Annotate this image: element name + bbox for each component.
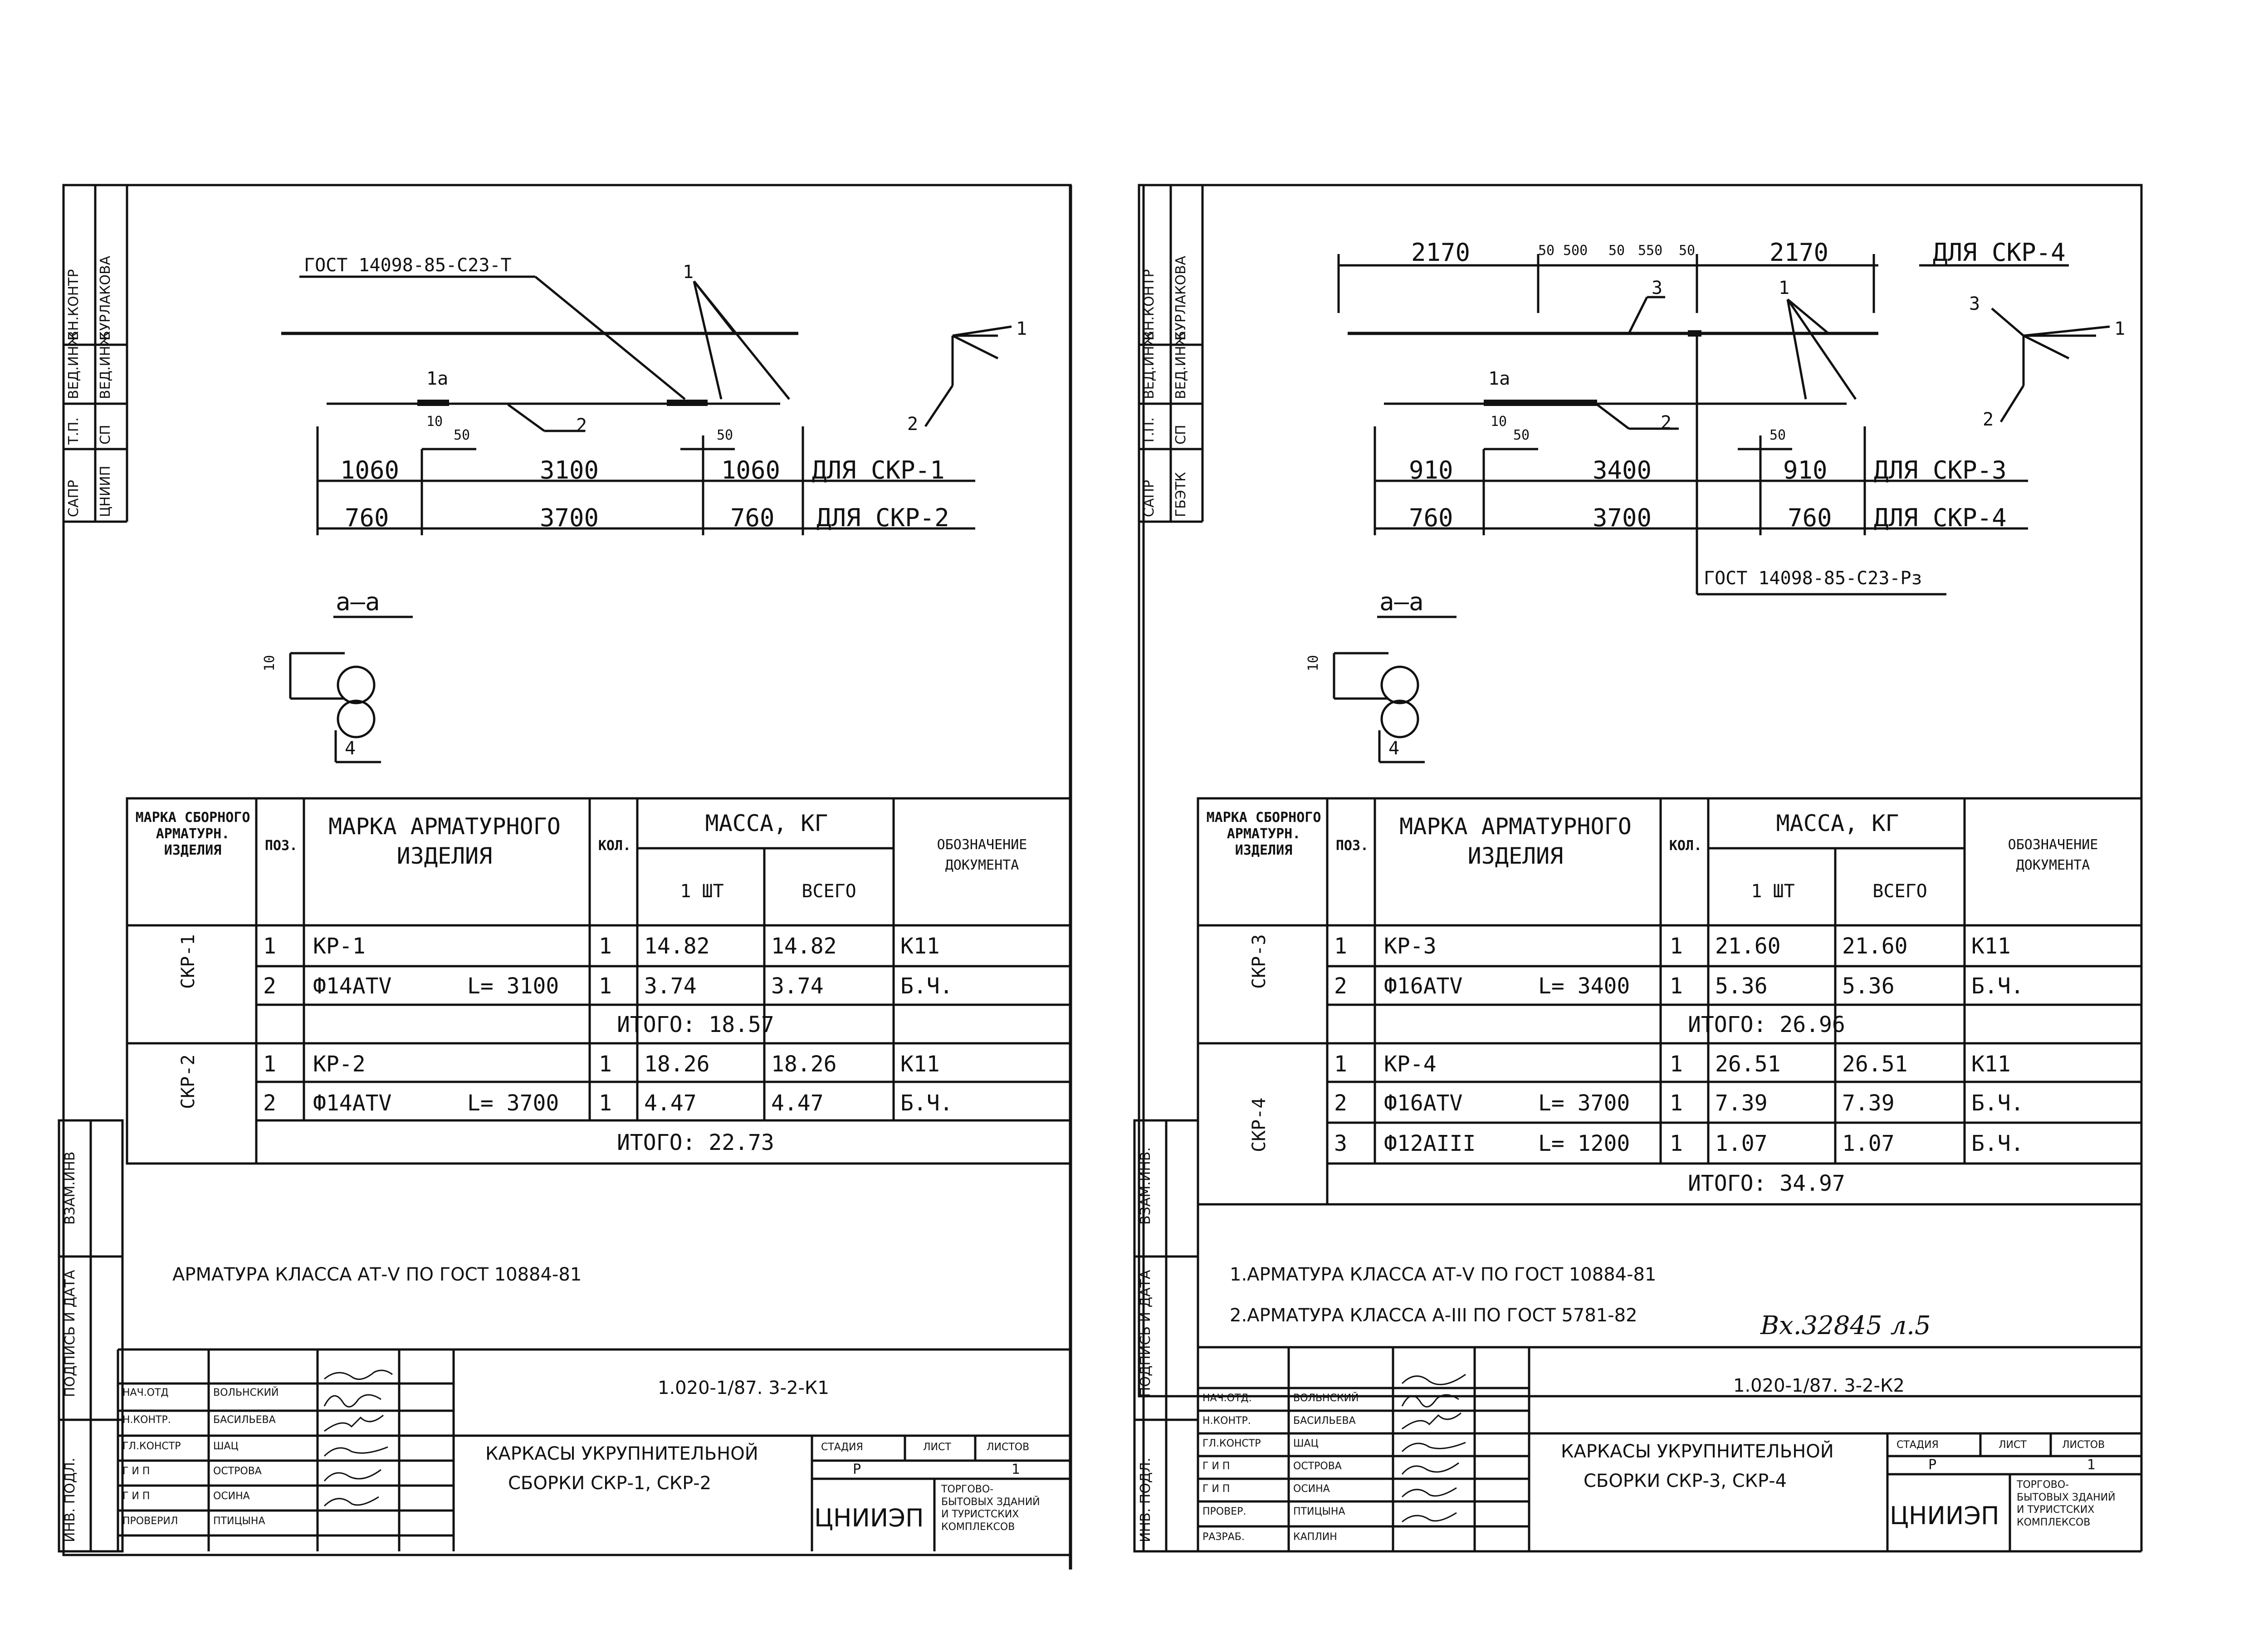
stage-value: Р xyxy=(853,1462,861,1477)
section-label: а—а xyxy=(336,587,380,616)
cell-mass-1: 14.82 xyxy=(644,934,710,959)
signer-name: ВОЛЬНСКИЙ xyxy=(1293,1393,1359,1404)
note: 2.АРМАТУРА КЛАССА А-III ПО ГОСТ 5781-82 xyxy=(1230,1305,1637,1326)
cell-length: L= 3700 xyxy=(467,1090,559,1116)
group-name: СКР-1 xyxy=(178,934,199,989)
dim-value: 1060 xyxy=(721,456,781,484)
signer-role: Г И П xyxy=(1202,1461,1230,1472)
table-header: КОЛ. xyxy=(598,838,631,854)
dim-label: 10 xyxy=(1491,414,1507,430)
stamp-cell: ВН.КОНТР xyxy=(66,269,82,340)
signer-role: Н.КОНТР. xyxy=(1202,1415,1251,1427)
cell-doc: Б.Ч. xyxy=(1971,1131,2024,1156)
stamp-cell: ВЕД.ИНЖ xyxy=(66,331,82,399)
cell-doc: Б.Ч. xyxy=(1971,1090,2024,1116)
signatures xyxy=(1139,0,2268,1628)
dim-value: 760 xyxy=(1409,504,1453,532)
dim-value: 2170 xyxy=(1411,238,1471,267)
group-name: СКР-3 xyxy=(1249,934,1270,989)
cell-pos: 1 xyxy=(1334,934,1347,959)
cell-mass-total: 5.36 xyxy=(1842,973,1895,999)
cell-length: L= 3100 xyxy=(467,973,559,999)
signer-name: ОСИНА xyxy=(213,1491,250,1502)
strip-label: ИНВ. ПОДЛ. xyxy=(62,1457,78,1542)
cell-doc: К11 xyxy=(1971,1051,2011,1077)
cell-pos: 2 xyxy=(1334,973,1347,999)
table-header: ПОЗ. xyxy=(264,838,298,854)
org-subtitle: ТОРГОВО-БЫТОВЫХ ЗДАНИЙ И ТУРИСТСКИХ КОМПЛЕКСОВ xyxy=(941,1484,1040,1533)
detail-label-1: 1 xyxy=(1016,318,1027,339)
cell-qty: 1 xyxy=(1670,934,1683,959)
sheets-value: 1 xyxy=(2087,1457,2096,1473)
cell-pos: 1 xyxy=(1334,1051,1347,1077)
detail-label-3: 3 xyxy=(1969,293,1980,314)
dim-label: 50 xyxy=(717,427,733,443)
signer-name: ШАЦ xyxy=(1293,1438,1319,1449)
doc-title-line: СБОРКИ СКР-1, СКР-2 xyxy=(508,1473,712,1494)
signer-name: КАПЛИН xyxy=(1293,1531,1337,1543)
group-total: ИТОГО: 22.73 xyxy=(617,1130,774,1155)
signer-role: ГЛ.КОНСТР xyxy=(122,1441,181,1452)
group-total: ИТОГО: 34.97 xyxy=(1688,1171,1845,1196)
group-name: СКР-4 xyxy=(1249,1097,1270,1152)
signer-name: ВОЛЬНСКИЙ xyxy=(213,1387,279,1398)
stamp-cell: ВН.КОНТР xyxy=(1141,269,1157,340)
cell-qty: 1 xyxy=(1670,1051,1683,1077)
cell-mass-1: 21.60 xyxy=(1715,934,1781,959)
cell-qty: 1 xyxy=(599,973,612,999)
table-header: ВСЕГО xyxy=(1872,881,1927,902)
cell-mark: Ф16АТV xyxy=(1384,973,1463,999)
cell-qty: 1 xyxy=(599,934,612,959)
dim-value: 760 xyxy=(1788,504,1832,532)
cell-length: L= 3700 xyxy=(1538,1090,1630,1116)
strip-label: ПОДПИСЬ И ДАТА xyxy=(1138,1270,1154,1397)
dim-value: 3100 xyxy=(540,456,599,484)
callout-3: 3 xyxy=(1652,278,1663,298)
section-dim: 10 xyxy=(1305,655,1321,671)
signer-role: НАЧ.ОТД xyxy=(122,1387,169,1398)
table-header: ВСЕГО xyxy=(802,881,856,902)
cell-mass-total: 3.74 xyxy=(771,973,824,999)
dim-value: 1060 xyxy=(340,456,400,484)
cell-mass-1: 3.74 xyxy=(644,973,697,999)
dim-value: 50 xyxy=(1608,243,1625,259)
table-header: ПОЗ. xyxy=(1335,838,1369,854)
cell-qty: 1 xyxy=(599,1090,612,1116)
section-dim: 4 xyxy=(345,738,356,759)
signer-name: ОСТРОВА xyxy=(1293,1461,1342,1472)
cell-qty: 1 xyxy=(599,1051,612,1077)
cell-qty: 1 xyxy=(1670,973,1683,999)
table-header: МАРКА СБОРНОГО АРМАТУРН. ИЗДЕЛИЯ xyxy=(1206,810,1321,858)
dim-label: 50 xyxy=(454,427,470,443)
dim-value: 2170 xyxy=(1769,238,1829,267)
cell-doc: К11 xyxy=(900,934,940,959)
org-subtitle: ТОРГОВО-БЫТОВЫХ ЗДАНИЙ И ТУРИСТСКИХ КОМПЛЕКСОВ xyxy=(2017,1479,2116,1528)
signer-role: ПРОВЕРИЛ xyxy=(122,1516,178,1527)
callout-2: 2 xyxy=(1661,412,1672,433)
table-header: ОБОЗНАЧЕНИЕ ДОКУМЕНТА xyxy=(2008,837,2098,873)
stamp-cell: САПР xyxy=(66,479,82,517)
org-name: ЦНИИЭП xyxy=(1890,1501,1999,1530)
detail-label-1: 1 xyxy=(2114,318,2126,339)
table-header: ОБОЗНАЧЕНИЕ ДОКУМЕНТА xyxy=(937,837,1027,873)
cell-mark: Ф14АТV xyxy=(313,1090,392,1116)
signer-role: НАЧ.ОТД. xyxy=(1202,1393,1252,1404)
callout-1: 1 xyxy=(683,262,694,283)
cell-mark: КР-3 xyxy=(1384,934,1437,959)
dim-value: 500 xyxy=(1563,243,1588,259)
signer-role: ГЛ.КОНСТР xyxy=(1202,1438,1261,1449)
dim-value: 50 xyxy=(1679,243,1696,259)
doc-title-line: КАРКАСЫ УКРУПНИТЕЛЬНОЙ xyxy=(1561,1441,1834,1462)
cell-mass-1: 5.36 xyxy=(1715,973,1768,999)
strip-label: ВЗАМ.ИНВ. xyxy=(1138,1147,1154,1225)
signer-name: ПТИЦЫНА xyxy=(213,1516,265,1527)
gost-leader-label: ГОСТ 14098-85-С23-Т xyxy=(304,255,512,276)
doc-code: 1.020-1/87. 3-2-К2 xyxy=(1733,1375,1905,1396)
note: АРМАТУРА КЛАССА АТ-V ПО ГОСТ 10884-81 xyxy=(172,1264,582,1285)
stamp-cell: ВЕД.ИНЖ xyxy=(98,331,113,399)
stage-label: СТАДИЯ xyxy=(1897,1439,1939,1451)
section-dim: 10 xyxy=(262,655,278,671)
signer-name: ШАЦ xyxy=(213,1441,239,1452)
dim-label: 10 xyxy=(426,414,443,430)
section-dim: 4 xyxy=(1388,738,1400,759)
dim-value: 550 xyxy=(1638,243,1663,259)
table-header: МАРКА СБОРНОГО АРМАТУРН. ИЗДЕЛИЯ xyxy=(135,810,250,858)
cell-mark: Ф12АIII xyxy=(1384,1131,1476,1156)
table-header: МАРКА АРМАТУРНОГО ИЗДЕЛИЯ xyxy=(1399,813,1632,869)
stamp-cell: БУРЛАКОВА xyxy=(98,255,113,340)
dim-target: ДЛЯ СКР-4 xyxy=(1933,238,2066,267)
cell-length: L= 1200 xyxy=(1538,1131,1630,1156)
table-header: 1 ШТ xyxy=(680,881,724,902)
stamp-cell: ВЕД.ИНЖ xyxy=(1173,331,1189,399)
signer-name: БАСИЛЬЕВА xyxy=(213,1414,276,1426)
cell-mass-1: 1.07 xyxy=(1715,1131,1768,1156)
dim-value: 50 xyxy=(1538,243,1555,259)
section-label: а—а xyxy=(1379,587,1424,616)
cell-doc: Б.Ч. xyxy=(1971,973,2024,999)
cell-mass-1: 26.51 xyxy=(1715,1051,1781,1077)
cell-mass-total: 4.47 xyxy=(771,1090,824,1116)
cell-pos: 1 xyxy=(263,934,276,959)
callout-1: 1 xyxy=(1779,278,1790,298)
cell-pos: 2 xyxy=(263,973,276,999)
gost-leader-label: ГОСТ 14098-85-С23-Рз xyxy=(1704,568,1922,589)
cell-pos: 3 xyxy=(1334,1131,1347,1156)
stamp-cell: Т.П. xyxy=(1141,417,1157,445)
cell-qty: 1 xyxy=(1670,1131,1683,1156)
dim-target: ДЛЯ СКР-4 xyxy=(1874,504,2007,532)
signer-role: Г И П xyxy=(122,1466,150,1477)
table-header: МАССА, КГ xyxy=(705,810,828,836)
sheet-label: ЛИСТ xyxy=(923,1442,951,1453)
strip-label: ИНВ. ПОДЛ. xyxy=(1138,1457,1154,1542)
cell-mass-total: 14.82 xyxy=(771,934,837,959)
stage-value: Р xyxy=(1928,1457,1937,1473)
table-header: МАССА, КГ xyxy=(1776,810,1899,836)
table-header: МАРКА АРМАТУРНОГО ИЗДЕЛИЯ xyxy=(328,813,561,869)
sheets-label: ЛИСТОВ xyxy=(2062,1439,2105,1451)
cell-mass-1: 4.47 xyxy=(644,1090,697,1116)
table-header: КОЛ. xyxy=(1669,838,1702,854)
dim-value: 760 xyxy=(730,504,775,532)
cell-mass-total: 26.51 xyxy=(1842,1051,1908,1077)
stamp-cell: САПР xyxy=(1141,479,1157,517)
stamp-cell: ЦНИИП xyxy=(98,465,113,517)
stage-label: СТАДИЯ xyxy=(821,1442,863,1453)
signer-role: РАЗРАБ. xyxy=(1202,1531,1245,1543)
group-name: СКР-2 xyxy=(178,1054,199,1109)
sheets-label: ЛИСТОВ xyxy=(987,1442,1030,1453)
signer-name: БАСИЛЬЕВА xyxy=(1293,1415,1356,1427)
stamp-cell: БУРЛАКОВА xyxy=(1173,255,1189,340)
doc-code: 1.020-1/87. 3-2-К1 xyxy=(658,1378,829,1398)
stamp-cell: СП xyxy=(98,425,113,445)
cell-mass-1: 18.26 xyxy=(644,1051,710,1077)
signer-role: Г И П xyxy=(1202,1483,1230,1495)
cell-pos: 2 xyxy=(1334,1090,1347,1116)
signer-name: ПТИЦЫНА xyxy=(1293,1506,1345,1517)
stamp-cell: Т.П. xyxy=(66,417,82,445)
cell-mass-total: 7.39 xyxy=(1842,1090,1895,1116)
signer-role: Г И П xyxy=(122,1491,150,1502)
cell-mark: Ф16АТV xyxy=(1384,1090,1463,1116)
detail-label-2: 2 xyxy=(1983,409,1994,430)
org-name: ЦНИИЭП xyxy=(814,1504,924,1532)
group-total: ИТОГО: 26.96 xyxy=(1688,1012,1845,1037)
dim-value: 910 xyxy=(1409,456,1453,484)
callout-2: 2 xyxy=(576,415,587,436)
cell-doc: К11 xyxy=(1971,934,2011,959)
stamp-cell: СП xyxy=(1173,425,1189,445)
signer-role: ПРОВЕР. xyxy=(1202,1506,1246,1517)
dim-target: ДЛЯ СКР-2 xyxy=(816,504,949,532)
doc-title-line: СБОРКИ СКР-3, СКР-4 xyxy=(1584,1471,1787,1491)
cell-mark: КР-4 xyxy=(1384,1051,1437,1077)
dim-value: 3700 xyxy=(1593,504,1652,532)
cell-mass-total: 1.07 xyxy=(1842,1131,1895,1156)
dim-target: ДЛЯ СКР-3 xyxy=(1874,456,2007,484)
callout-1a: 1а xyxy=(426,368,449,389)
cell-qty: 1 xyxy=(1670,1090,1683,1116)
signer-name: ОСТРОВА xyxy=(213,1466,262,1477)
signer-role: Н.КОНТР. xyxy=(122,1414,171,1426)
detail-label-2: 2 xyxy=(907,414,919,435)
dim-label: 50 xyxy=(1769,427,1786,443)
dim-value: 3700 xyxy=(540,504,599,532)
cell-mass-total: 21.60 xyxy=(1842,934,1908,959)
group-total: ИТОГО: 18.57 xyxy=(617,1012,774,1037)
signer-name: ОСИНА xyxy=(1293,1483,1330,1495)
handwritten-note: Вх.32845 л.5 xyxy=(1760,1311,1931,1340)
cell-length: L= 3400 xyxy=(1538,973,1630,999)
dim-target: ДЛЯ СКР-1 xyxy=(812,456,945,484)
stamp-cell: ВЕД.ИНЖ xyxy=(1141,331,1157,399)
stamp-cell: ГБЭТК xyxy=(1173,472,1189,517)
drawing-sheet-right xyxy=(1139,0,2268,1628)
dim-value: 910 xyxy=(1783,456,1828,484)
cell-doc: Б.Ч. xyxy=(900,1090,953,1116)
cell-mass-1: 7.39 xyxy=(1715,1090,1768,1116)
dim-value: 760 xyxy=(345,504,389,532)
cell-mark: КР-2 xyxy=(313,1051,366,1077)
cell-doc: К11 xyxy=(900,1051,940,1077)
dim-value: 3400 xyxy=(1593,456,1652,484)
sheets-value: 1 xyxy=(1012,1462,1021,1477)
doc-title-line: КАРКАСЫ УКРУПНИТЕЛЬНОЙ xyxy=(485,1443,758,1464)
cell-pos: 1 xyxy=(263,1051,276,1077)
dim-label: 50 xyxy=(1513,427,1530,443)
cell-mass-total: 18.26 xyxy=(771,1051,837,1077)
table-header: 1 ШТ xyxy=(1751,881,1795,902)
cell-doc: Б.Ч. xyxy=(900,973,953,999)
strip-label: ПОДПИСЬ И ДАТА xyxy=(62,1270,78,1397)
note: 1.АРМАТУРА КЛАССА АТ-V ПО ГОСТ 10884-81 xyxy=(1230,1264,1657,1285)
cell-pos: 2 xyxy=(263,1090,276,1116)
cell-mark: КР-1 xyxy=(313,934,366,959)
strip-label: ВЗАМ.ИНВ xyxy=(62,1151,78,1225)
callout-1a: 1а xyxy=(1488,368,1510,389)
sheet-label: ЛИСТ xyxy=(1999,1439,2027,1451)
cell-mark: Ф14АТV xyxy=(313,973,392,999)
